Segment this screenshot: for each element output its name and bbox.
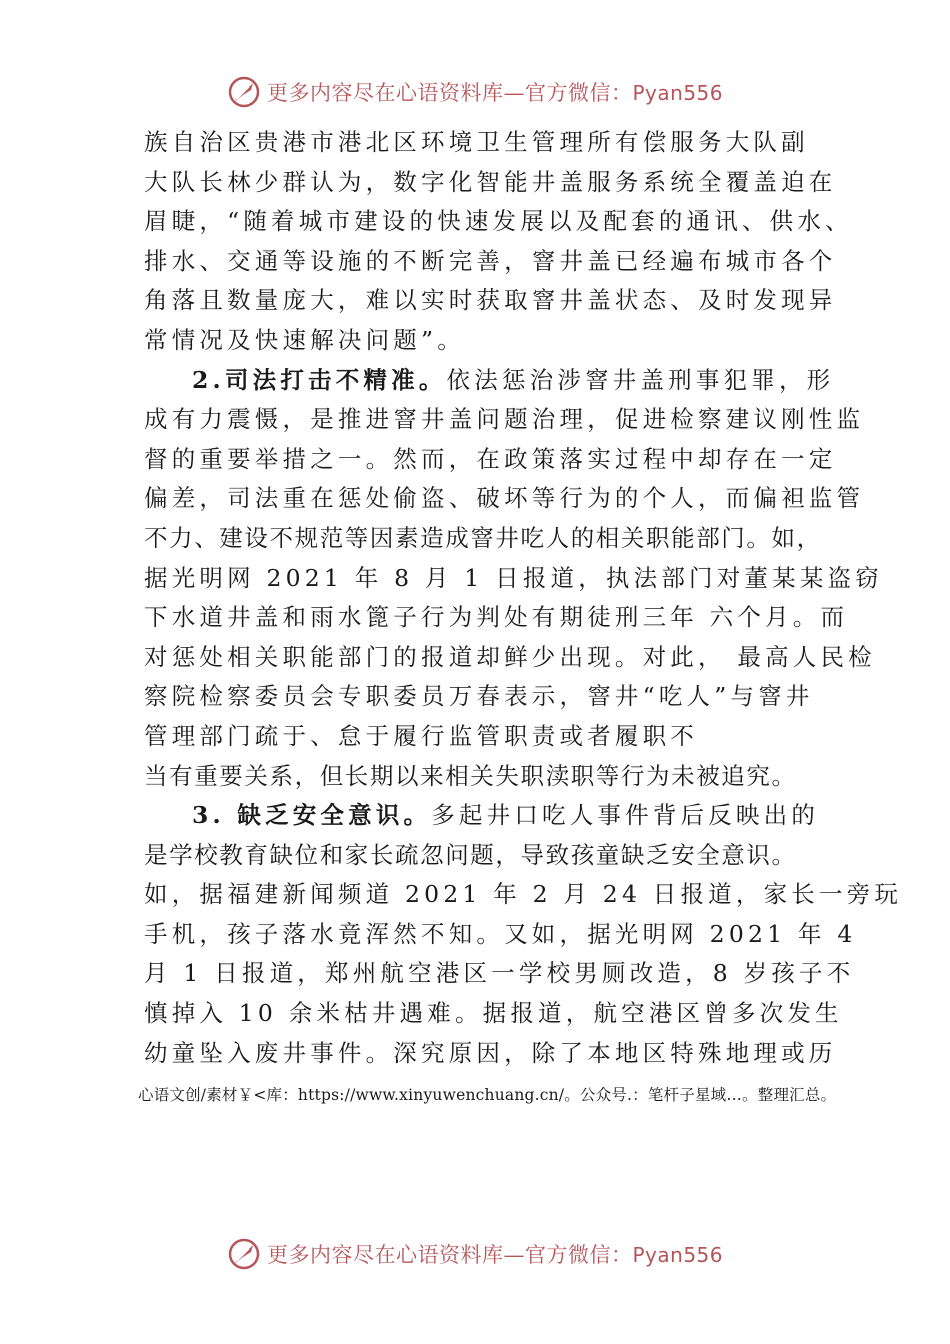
document-body	[144, 123, 903, 1073]
text-line: 成有力震慑，是推进窨井盖问题治理，促进检察建议刚性监	[144, 405, 865, 434]
text-line: 据光明网 2021 年 8 月 1 日报道，执法部门对董某某盗窃	[144, 563, 883, 592]
text-line: 如，据福建新闻频道 2021 年 2 月 24 日报道，家长一旁玩	[144, 880, 903, 909]
text-line: 角落且数量庞大，难以实时获取窨井盖状态、及时发现异	[144, 286, 837, 315]
text-line: 对惩处相关职能部门的报道却鲜少出现。对此， 最高人民检	[144, 642, 876, 671]
banner-text: 更多内容尽在心语资料库—官方微信：Pyan556	[266, 1243, 723, 1267]
header-banner	[0, 70, 950, 114]
banner-text: 更多内容尽在心语资料库—官方微信：Pyan556	[266, 81, 723, 105]
quill-logo-icon	[227, 1237, 261, 1271]
text-line: 管理部门疏于、怠于履行监管职责或者履职不	[144, 721, 698, 750]
text-line: 眉睫，“随着城市建设的快速发展以及配套的通讯、供水、	[144, 207, 853, 236]
text-line: 当有重要关系，但长期以来相关失职渎职等行为未被追究。	[144, 761, 797, 790]
text-line: 手机，孩子落水竟浑然不知。又如，据光明网 2021 年 4	[144, 919, 857, 948]
text-line: 是学校教育缺位和家长疏忽问题，导致孩童缺乏安全意识。	[144, 840, 797, 869]
text-line: 大队长林少群认为，数字化智能井盖服务系统全覆盖迫在	[144, 167, 837, 196]
text-line: 察院检察委员会专职委员万春表示，窨井“吃人”与窨井	[144, 682, 814, 711]
text-line: 月 1 日报道，郑州航空港区一学校男厕改造，8 岁孩子不	[144, 959, 855, 988]
text-line: 慎掉入 10 余米枯井遇难。据报道，航空港区曾多次发生	[144, 999, 843, 1028]
text-line: 不力、建设不规范等因素造成窨井吃人的相关职能部门。如，	[144, 523, 822, 552]
paragraph-2-first-line	[144, 361, 834, 401]
text-line: 常情况及快速解决问题”。	[144, 325, 465, 354]
text-line: 族自治区贵港市港北区环境卫生管理所有偿服务大队副	[144, 128, 809, 156]
quill-logo-icon	[227, 75, 261, 109]
banner-wechat-id: Pyan556	[632, 81, 723, 105]
text-line: 偏差，司法重在惩处偷盗、破坏等行为的个人，而偏袒监管	[144, 484, 865, 513]
text-line: 下水道井盖和雨水篦子行为判处有期徒刑三年 六个月。而	[144, 603, 849, 632]
section-heading: 2.司法打击不精准。	[192, 365, 447, 394]
source-footnote: 心语文创/素材￥<库：https://www.xinyuwenchuang.cn/。公众号.：笔杆子星域…。整理汇总。	[138, 1086, 837, 1104]
text-line: 幼童坠入废井事件。深究原因，除了本地区特殊地理或历	[144, 1038, 837, 1067]
text-line: 督的重要举措之一。然而，在政策落实过程中却存在一定	[144, 444, 837, 473]
text-span: 依法惩治涉窨井盖刑事犯罪，形	[446, 365, 835, 394]
section-heading: 3. 缺乏安全意识。	[192, 801, 432, 830]
banner-wechat-id: Pyan556	[632, 1243, 723, 1267]
text-line: 排水、交通等设施的不断完善，窨井盖已经遍布城市各个	[144, 246, 837, 275]
text-span: 多起井口吃人事件背后反映出的	[431, 801, 820, 830]
paragraph-3-first-line	[144, 796, 834, 836]
footer-banner	[0, 1232, 950, 1276]
